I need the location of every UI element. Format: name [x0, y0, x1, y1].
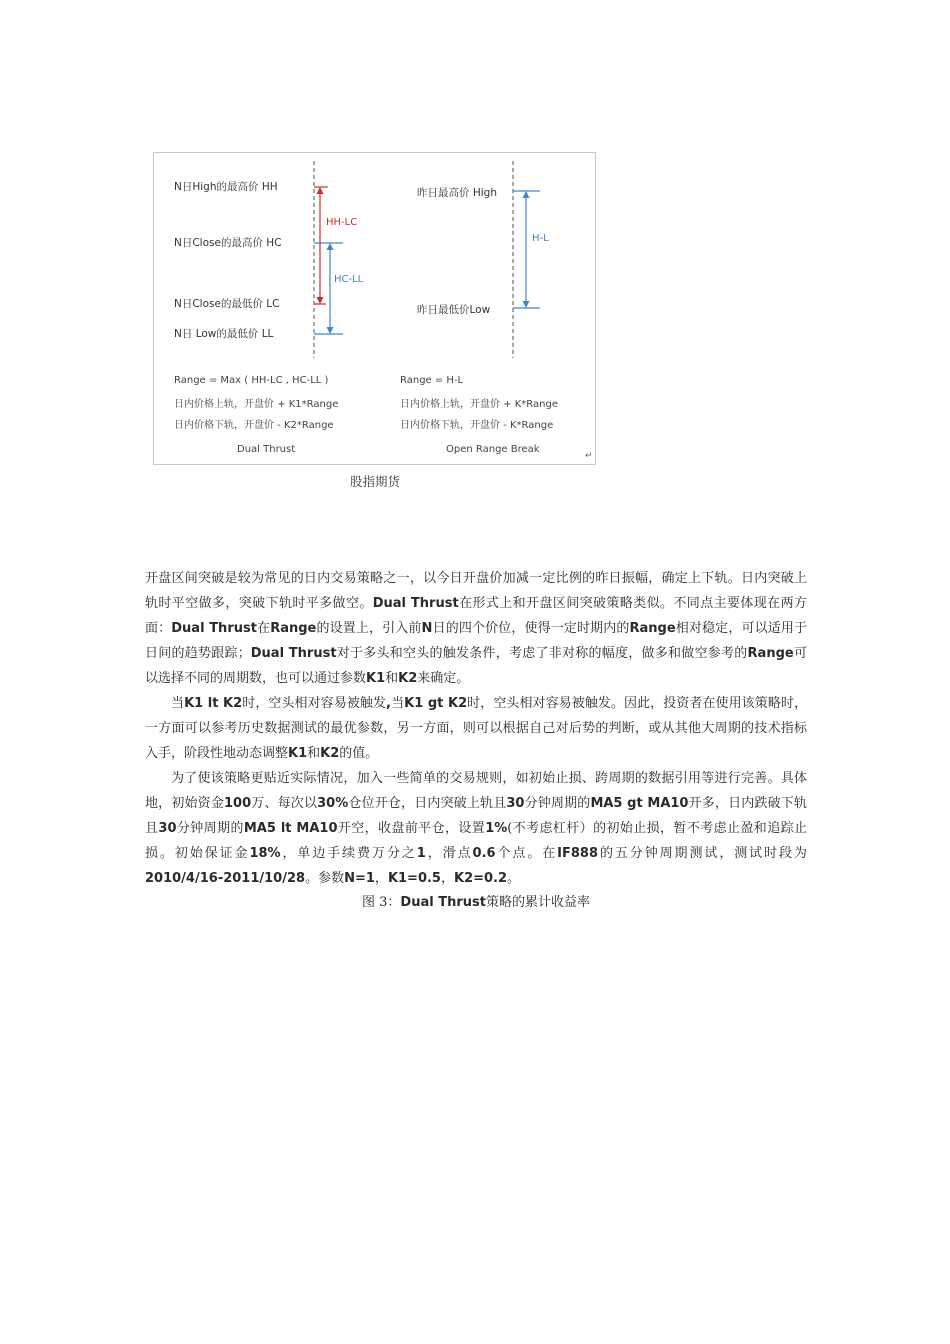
label-high: 昨日最高价 High — [417, 187, 497, 199]
article-body — [145, 566, 807, 891]
span-label-h-l: H-L — [532, 233, 549, 244]
label-low: 昨日最低价Low — [417, 304, 491, 316]
left-formula-range: Range = Max ( HH-LC , HC-LL ) — [174, 375, 329, 386]
right-formula-down: 日内价格下轨，开盘价 - K*Range — [400, 420, 554, 431]
label-hc: N日Close的最高价 HC — [174, 237, 282, 249]
right-formula-range: Range = H-L — [400, 375, 464, 386]
arrow-lc — [317, 297, 324, 304]
arrow-low — [523, 301, 530, 308]
arrow-hh — [317, 187, 324, 194]
left-formula-up: 日内价格上轨，开盘价 + K1*Range — [174, 399, 339, 410]
label-lc: N日Close的最低价 LC — [174, 298, 280, 310]
arrow-high — [523, 191, 530, 198]
figure-3-caption: 图 3：Dual Thrust策略的累计收益率 — [362, 895, 590, 910]
left-strategy-name: Dual Thrust — [237, 444, 296, 455]
arrow-hc — [327, 243, 334, 250]
label-hh: N日High的最高价 HH — [174, 181, 278, 193]
paragraph-1: 开盘区间突破是较为常见的日内交易策略之一，以今日开盘价加减一定比例的昨日振幅，确定上下轨。日内突破上轨时平空做多，突破下轨时平多做空。Dual Thrust在形式上和开盘区间突破策略类似。不同点主要体现在两方面：Dual Thrust在Range的设置上，引入前N日的四个价位，使得一定时期内的Range相对稳定，可以适用于日间的趋势跟踪；Dual Thrust对于多头和空头的触发条件，考虑了非对称的幅度，做多和做空参考的Range可以选择不同的周期数，也可以通过参数K1和K2来确定。 — [145, 571, 807, 686]
label-ll: N日 Low的最低价 LL — [174, 328, 274, 340]
paragraph-2: 当K1 lt K2时，空头相对容易被触发,当K1 gt K2时，空头相对容易被触发。因此，投资者在使用该策略时，一方面可以参考历史数据测试的最优参数，另一方面，则可以根据自己对后势的判断，或从其他大周期的技术指标入手，阶段性地动态调整K1和K2的值。 — [145, 696, 807, 761]
right-formula-up: 日内价格上轨，开盘价 + K*Range — [400, 399, 558, 410]
arrow-ll — [327, 327, 334, 334]
span-label-hc-ll: HC-LL — [334, 274, 364, 285]
right-strategy-name: Open Range Break — [446, 444, 540, 455]
left-formula-down: 日内价格下轨，开盘价 - K2*Range — [174, 420, 334, 431]
return-mark: ↵ — [585, 451, 593, 461]
span-label-hh-lc: HH-LC — [326, 217, 358, 228]
figure-caption: 股指期货 — [349, 474, 400, 489]
strategy-diagram — [153, 152, 596, 465]
paragraph-3: 为了使该策略更贴近实际情况，加入一些简单的交易规则，如初始止损、跨周期的数据引用等进行完善。具体地，初始资金100万、每次以30%仓位开仓，日内突破上轨且30分钟周期的MA5 gt MA10开多，日内跌破下轨且30分钟周期的MA5 lt MA10开空，收盘前平仓，设置1%(不考虑杠杆）的初始止损，暂不考虑止盈和追踪止损。初始保证金18%，单边手续费万分之1，滑点0.6个点。在IF888的五分钟周期测试，测试时段为2010/4/16-2011/10/28。参数N=1，K1=0.5，K2=0.2。 — [145, 771, 807, 886]
